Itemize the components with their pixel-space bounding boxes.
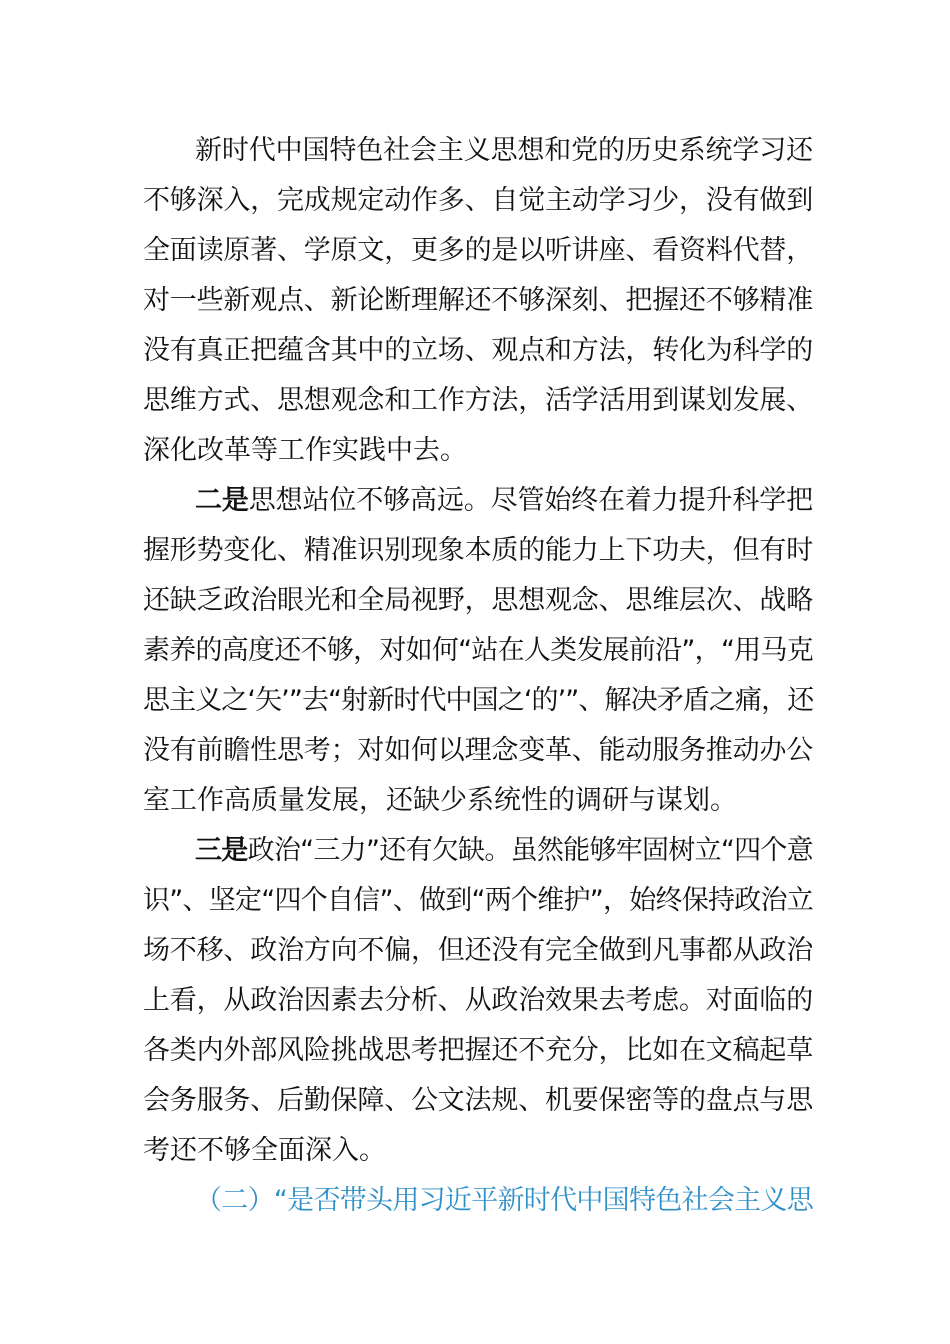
paragraph-3-line-1 <box>195 831 813 871</box>
paragraph-1-line-3: 全面读原著、学原文，更多的是以听讲座、看资料代替， <box>143 235 813 266</box>
paragraph-1-line-7: 深化改革等工作实践中去。 <box>143 435 467 466</box>
paragraph-3-line-5: 各类内外部风险挑战思考把握还不充分，比如在文稿起草 <box>143 1035 813 1066</box>
paragraph-3-line-4: 上看，从政治因素去分析、从政治效果去考虑。对面临的 <box>143 985 813 1016</box>
paragraph-2-line-1 <box>195 481 813 521</box>
paragraph-2-line-4: 素养的高度还不够，对如何“站在人类发展前沿”，“用马克 <box>143 635 813 666</box>
paragraph-1-line-6: 思维方式、思想观念和工作方法，活学活用到谋划发展、 <box>143 385 813 416</box>
paragraph-2-line-2: 握形势变化、精准识别现象本质的能力上下功夫，但有时 <box>143 535 813 566</box>
paragraph-1-line-1: 新时代中国特色社会主义思想和党的历史系统学习还 <box>195 135 813 166</box>
paragraph-3-lead: 三是 <box>195 835 248 866</box>
section-heading: （二）“是否带头用习近平新时代中国特色社会主义思 <box>195 1185 813 1216</box>
paragraph-3-line-6: 会务服务、后勤保障、公文法规、机要保密等的盘点与思 <box>143 1085 813 1116</box>
paragraph-3-line-2: 识”、坚定“四个自信”、做到“两个维护”，始终保持政治立 <box>143 885 813 916</box>
paragraph-1-line-2: 不够深入，完成规定动作多、自觉主动学习少，没有做到 <box>143 185 813 216</box>
paragraph-1-line-4: 对一些新观点、新论断理解还不够深刻、把握还不够精准 <box>143 285 813 316</box>
paragraph-3-line-3: 场不移、政治方向不偏，但还没有完全做到凡事都从政治 <box>143 935 813 966</box>
paragraph-1-line-5: 没有真正把蕴含其中的立场、观点和方法，转化为科学的 <box>143 335 813 366</box>
paragraph-2-line-5: 思主义之‘矢’”去“射新时代中国之‘的’”、解决矛盾之痛，还 <box>143 685 814 716</box>
paragraph-2-line-3: 还缺乏政治眼光和全局视野，思想观念、思维层次、战略 <box>143 585 813 616</box>
paragraph-2-line-7: 室工作高质量发展，还缺少系统性的调研与谋划。 <box>143 785 737 816</box>
paragraph-2-first-line: 思想站位不够高远。尽管始终在着力提升科学把 <box>248 485 814 516</box>
paragraph-3-first-line: 政治“三力”还有欠缺。虽然能够牢固树立“四个意 <box>247 835 813 866</box>
paragraph-2-lead: 二是 <box>195 485 249 516</box>
paragraph-3-line-7: 考还不够全面深入。 <box>143 1135 386 1166</box>
paragraph-2-line-6: 没有前瞻性思考；对如何以理念变革、能动服务推动办公 <box>143 735 813 766</box>
